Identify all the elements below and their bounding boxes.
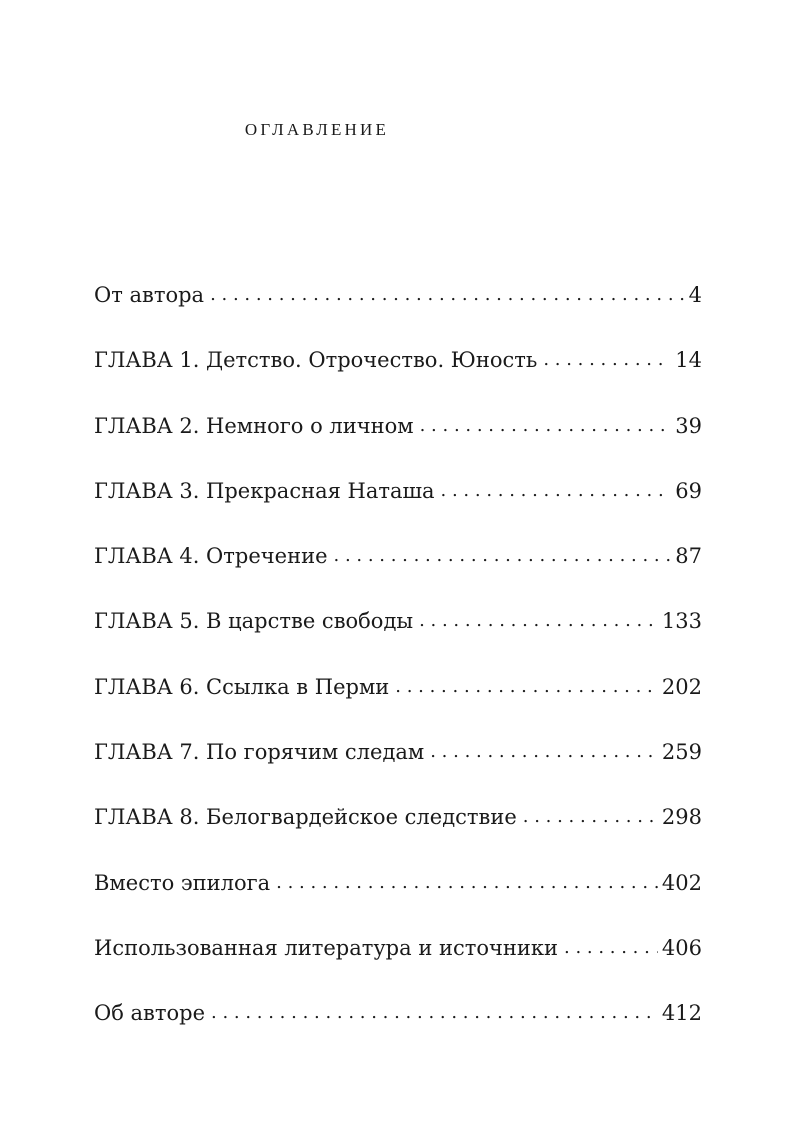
toc-entry bbox=[94, 476, 702, 541]
toc-entry-page: 133 bbox=[661, 609, 702, 634]
dot-leader bbox=[420, 411, 672, 441]
toc-entry bbox=[94, 606, 702, 671]
toc-entry bbox=[94, 802, 702, 867]
dot-leader bbox=[441, 476, 672, 506]
toc-entry-label: ГЛАВА 1. Детство. Отрочество. Юность bbox=[94, 348, 538, 373]
toc-entry-page: 298 bbox=[661, 805, 702, 830]
toc-entry-label: ГЛАВА 7. По горячим следам bbox=[94, 740, 425, 765]
toc-entry-label: ГЛАВА 6. Ссылка в Перми bbox=[94, 674, 390, 699]
dot-leader bbox=[210, 280, 685, 310]
toc-entry-page: 259 bbox=[661, 740, 702, 765]
dot-leader bbox=[419, 606, 658, 636]
dot-leader bbox=[564, 933, 658, 963]
toc-entry-label: ГЛАВА 2. Немного о личном bbox=[94, 413, 414, 438]
toc-entry-label: От автора bbox=[94, 283, 205, 307]
toc-entry-page: 406 bbox=[661, 935, 702, 960]
toc-entry bbox=[94, 345, 702, 410]
toc-entry-page: 4 bbox=[688, 283, 702, 307]
toc-entry-label: ГЛАВА 4. Отречение bbox=[94, 544, 328, 569]
toc-entry-label: ГЛАВА 8. Белогвардейское следствие bbox=[94, 805, 517, 830]
toc-entry-page: 14 bbox=[675, 348, 702, 373]
dot-leader bbox=[211, 998, 658, 1028]
toc-entry bbox=[94, 411, 702, 476]
toc-entry bbox=[94, 541, 702, 606]
toc-entry-label: Вместо эпилога bbox=[94, 870, 271, 895]
dot-leader bbox=[334, 541, 672, 571]
toc-entry-page: 412 bbox=[661, 1001, 702, 1026]
toc-entry-label: ГЛАВА 3. Прекрасная Наташа bbox=[94, 478, 435, 503]
toc-entry bbox=[94, 998, 702, 1063]
toc-entry-page: 402 bbox=[661, 870, 702, 895]
toc-entry-page: 69 bbox=[675, 478, 702, 503]
toc-entry-label: Об авторе bbox=[94, 1001, 206, 1026]
dot-leader bbox=[430, 737, 658, 767]
toc-entry-page: 87 bbox=[675, 544, 702, 569]
toc-entry bbox=[94, 280, 702, 345]
toc-entry bbox=[94, 737, 702, 802]
dot-leader bbox=[395, 672, 658, 702]
toc-entry bbox=[94, 868, 702, 933]
toc-entry-label: Использованная литература и источники bbox=[94, 935, 559, 960]
dot-leader bbox=[523, 802, 658, 832]
table-of-contents bbox=[94, 280, 702, 1064]
toc-entry bbox=[94, 933, 702, 998]
toc-entry-page: 39 bbox=[675, 413, 702, 438]
toc-entry bbox=[94, 672, 702, 737]
dot-leader bbox=[543, 345, 671, 375]
toc-entry-page: 202 bbox=[661, 674, 702, 699]
dot-leader bbox=[276, 868, 658, 898]
toc-entry-label: ГЛАВА 5. В царстве свободы bbox=[94, 609, 414, 634]
page-title: ОГЛАВЛЕНИЕ bbox=[244, 120, 390, 139]
